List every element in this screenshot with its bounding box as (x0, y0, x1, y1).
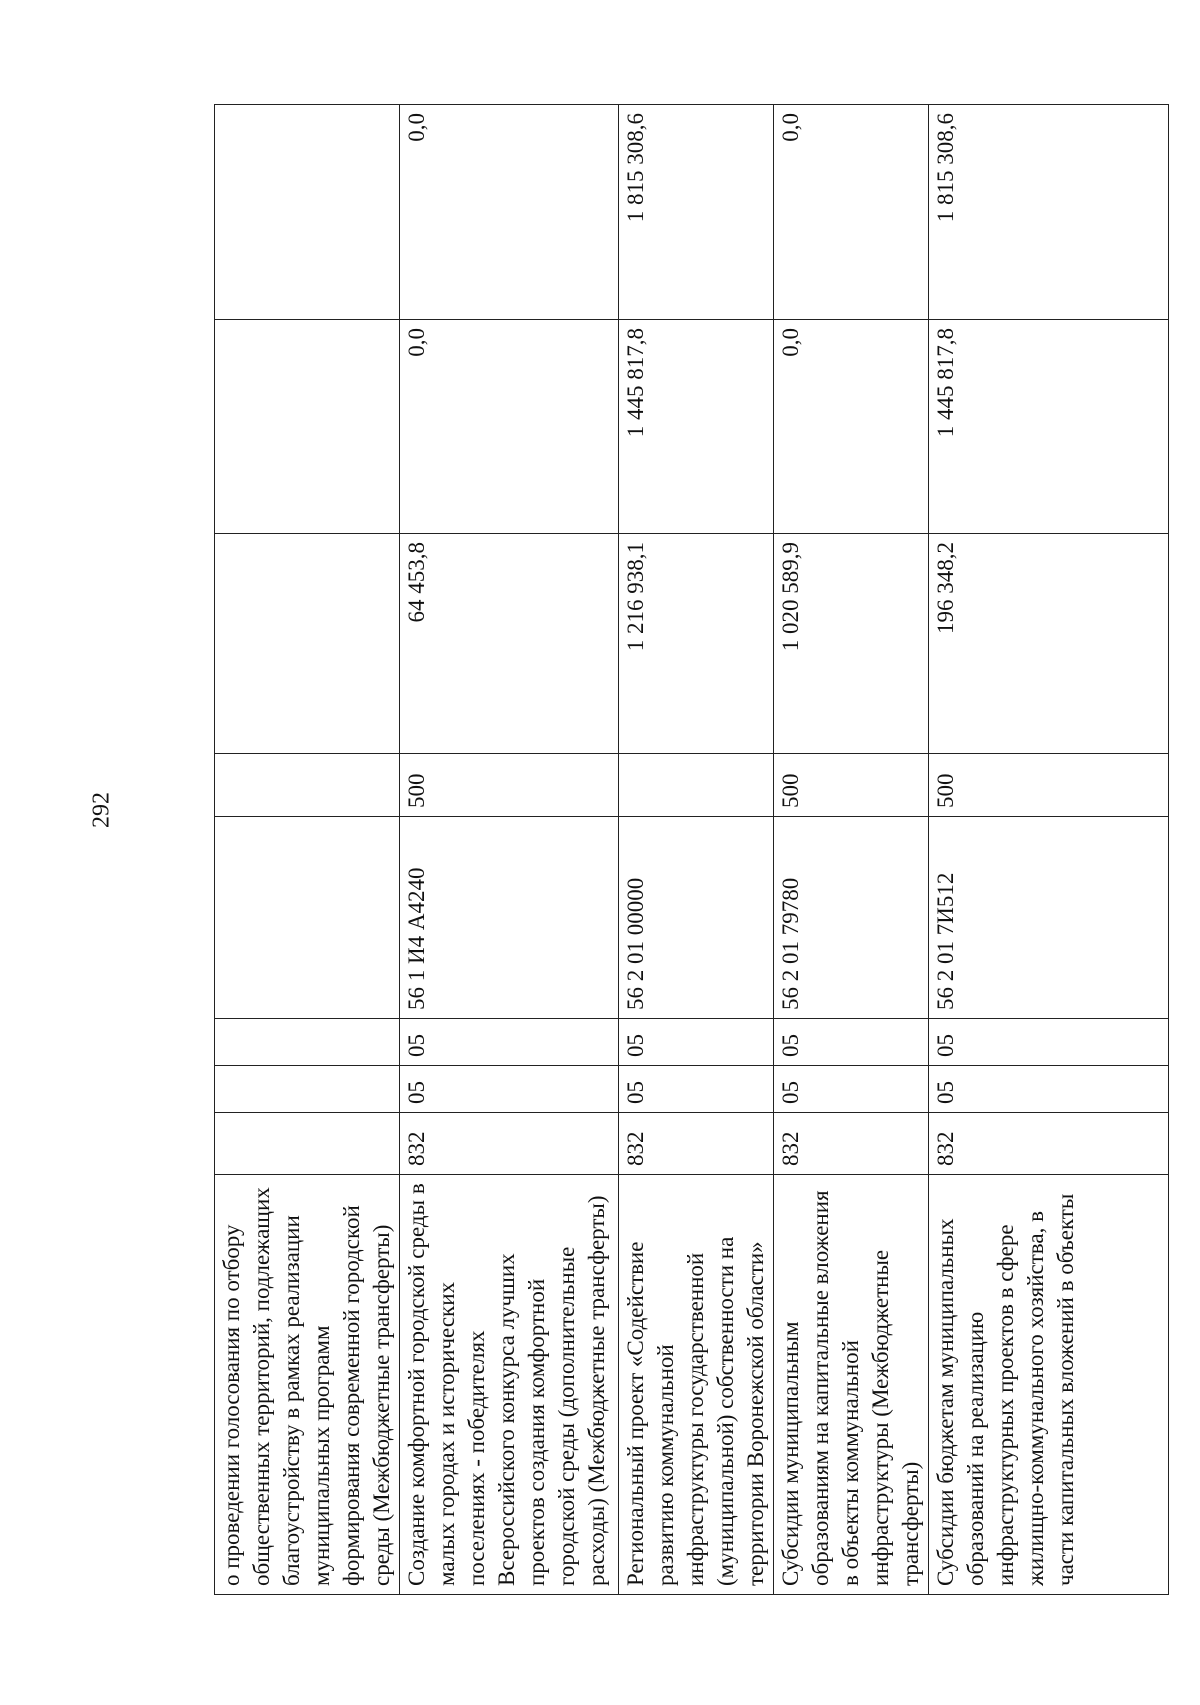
row-gr-code: 832 (774, 1113, 929, 1175)
row-csr-code: 56 2 01 00000 (619, 817, 774, 1019)
row-csr-code: 56 2 01 7И512 (929, 817, 1169, 1019)
row-amount-3: 0,0 (400, 105, 619, 320)
row-rz-code: 05 (400, 1066, 619, 1113)
row-gr-code: 832 (929, 1113, 1169, 1175)
row-description: Субсидии муниципальным образованиям на капитальные вложения в объекты коммунальной инфраструктуры (Межбюджетные трансферты) (774, 1175, 929, 1595)
table-row (400, 105, 619, 1595)
row-amount-1 (215, 534, 400, 754)
table-row (619, 105, 774, 1595)
row-pr-code (215, 1019, 400, 1066)
budget-table (214, 104, 1169, 1595)
row-csr-code: 56 2 01 79780 (774, 817, 929, 1019)
row-pr-code: 05 (929, 1019, 1169, 1066)
row-amount-3: 0,0 (774, 105, 929, 320)
row-amount-1: 1 020 589,9 (774, 534, 929, 754)
page-number (82, 780, 122, 840)
row-vr-code: 500 (929, 754, 1169, 817)
row-amount-1: 1 216 938,1 (619, 534, 774, 754)
row-vr-code (619, 754, 774, 817)
row-vr-code: 500 (400, 754, 619, 817)
row-pr-code: 05 (619, 1019, 774, 1066)
page-number-text: 292 (88, 792, 115, 828)
row-rz-code: 05 (929, 1066, 1169, 1113)
row-amount-2: 0,0 (400, 320, 619, 534)
row-description: о проведении голосования по отбору общественных территорий, подлежащих благоустройству в рамках реализации муниципальных программ формирования современной городской среды (Межбюджетные трансферты) (215, 1175, 400, 1595)
row-amount-1: 196 348,2 (929, 534, 1169, 754)
row-description: Региональный проект «Содействие развитию коммунальной инфраструктуры государственной (муниципальной) собственности на территории Воронежской области» (619, 1175, 774, 1595)
row-vr-code (215, 754, 400, 817)
row-amount-2 (215, 320, 400, 534)
row-vr-code: 500 (774, 754, 929, 817)
row-gr-code: 832 (400, 1113, 619, 1175)
row-amount-3 (215, 105, 400, 320)
table-row (774, 105, 929, 1595)
row-description: Субсидии бюджетам муниципальных образований на реализацию инфраструктурных проектов в сфере жилищно-коммунального хозяйства, в части капитальных вложений в объекты (929, 1175, 1169, 1595)
row-amount-2: 1 445 817,8 (929, 320, 1169, 534)
row-rz-code (215, 1066, 400, 1113)
row-amount-2: 1 445 817,8 (619, 320, 774, 534)
row-csr-code: 56 1 И4 А4240 (400, 817, 619, 1019)
row-pr-code: 05 (400, 1019, 619, 1066)
row-gr-code (215, 1113, 400, 1175)
row-rz-code: 05 (619, 1066, 774, 1113)
row-description: Создание комфортной городской среды в малых городах и исторических поселениях - победителях Всероссийского конкурса лучших проектов создания комфортной городской среды (дополнительные расходы) (Межбюджетные трансферты) (400, 1175, 619, 1595)
row-amount-1: 64 453,8 (400, 534, 619, 754)
row-rz-code: 05 (774, 1066, 929, 1113)
table-row (929, 105, 1169, 1595)
row-pr-code: 05 (774, 1019, 929, 1066)
row-amount-3: 1 815 308,6 (929, 105, 1169, 320)
row-gr-code: 832 (619, 1113, 774, 1175)
row-csr-code (215, 817, 400, 1019)
row-amount-2: 0,0 (774, 320, 929, 534)
row-amount-3: 1 815 308,6 (619, 105, 774, 320)
rotated-table-container (214, 105, 1124, 1595)
table-row (215, 105, 400, 1595)
